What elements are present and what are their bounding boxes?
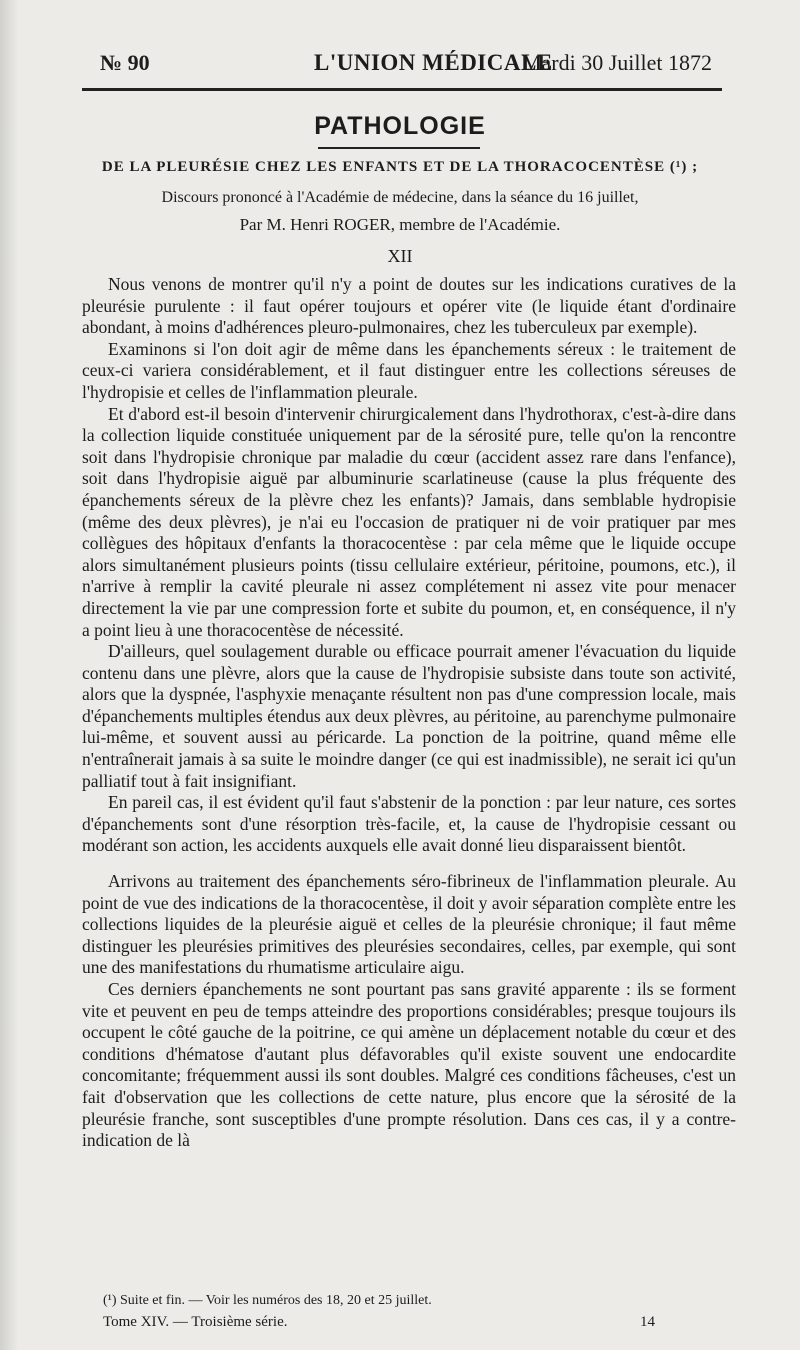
section-title: PATHOLOGIE (314, 112, 486, 140)
section-rule (318, 147, 480, 149)
volume-line: Tome XIV. — Troisième série. (103, 1314, 288, 1330)
header-rule (82, 88, 722, 91)
volume-line-row (103, 1314, 703, 1331)
article-title: DE LA PLEURÉSIE CHEZ LES ENFANTS ET DE LA THORACOCENTÈSE (¹) ; (101, 159, 699, 175)
paragraph: Nous venons de montrer qu'il n'y a point de doutes sur les indications curatives de la pleurésie purulente : il faut opérer toujours et opérer vite (le liquide étant d'ordinaire abondant, à moins d'adhérences pleuro-pulmonaires, chez les tuberculeux par exemple). (82, 274, 736, 338)
paragraph: Ces derniers épanchements ne sont pourtant pas sans gravité apparente : ils se forment vite et peuvent en peu de temps atteindre des proportions considérables; presque toujours ils occupent le côté gauche de la poitrine, ce qui amène un déplacement notable du cœur et des conditions d'hématose d'autant plus défavorables qu'il existe souvent une endocardite concomitante; fréquemment aussi ils sont doubles. Malgré ces conditions fâcheuses, c'est un fait d'observation que les collections de cette nature, plus encore que la sérosité de la pleurésie franche, sont susceptibles d'une prompte résolution. Dans ces cas, il y a contre-indication de là (82, 979, 736, 1151)
paragraph: En pareil cas, il est évident qu'il faut s'abstenir de la ponction : par leur nature, ces sortes d'épanchements sont d'une résorption très-facile, et, la cause de l'hydropisie cessant ou modérant son action, les accidents auxquels elle avait donné lieu disparaissent bientôt. (82, 792, 736, 856)
paragraph: D'ailleurs, quel soulagement durable ou efficace pourrait amener l'évacuation du liquide contenu dans une plèvre, alors que la cause de l'hydropisie subsiste dans toute son activité, alors que la dyspnée, l'asphyxie menaçante résultent non pas d'une compression locale, mais d'épanchements multiples étendus aux deux plèvres, au péritoine, au parenchyme pulmonaire lui-même, et souvent aussi au péricarde. La ponction de la poitrine, quand même elle n'entraînerait jamais à sa suite le moindre danger (ce qui est inadmissible), ne serait ici qu'un palliatif tout à fait insignifiant. (82, 641, 736, 791)
chapter-number: XII (387, 246, 413, 266)
signature-mark: 14 (640, 1314, 655, 1330)
paragraph: Examinons si l'on doit agir de même dans les épanchements séreux : le traitement de ceux-ci variera considérablement, et il faut distinguer entre les collections séreuses de l'hydropisie et celles de l'inflammation pleurale. (82, 338, 736, 402)
article-author: Par M. Henri ROGER, membre de l'Académie. (239, 215, 561, 234)
footnote: (¹) Suite et fin. — Voir les numéros des 18, 20 et 25 juillet. (103, 1293, 432, 1308)
running-header (82, 50, 722, 86)
paragraph: Et d'abord est-il besoin d'intervenir chirurgicalement dans l'hydrothorax, c'est-à-dire dans la collection liquide constituée uniquement par de la sérosité pure, telle qu'on la rencontre soit dans l'hydropisie chronique par maladie du cœur (accident assez rare dans l'enfance), soit dans l'hydropisie aiguë par albuminurie scarlatineuse (cause la plus fréquente des épanchements séreux de la plèvre chez les enfants)? Jamais, dans semblable hydropisie (même des deux plèvres), je n'ai eu l'occasion de pratiquer ni de voir pratiquer par mes collègues des hôpitaux d'enfants la thoracocentèse : par cela même que le liquide occupe alors simultanément plusieurs points (tissu cellulaire extérieur, péritoine, poumons, etc.), il n'arrive à remplir la cavité pleurale ni assez complétement ni assez vite pour menacer directement la vie par une compression forte et subite du poumon, et, en conséquence, il n'y a point lieu à une thoracocentèse de nécessité. (82, 403, 736, 640)
issue-number: № 90 (100, 50, 150, 75)
issue-date: Mardi 30 Juillet 1872 (521, 50, 712, 75)
paragraph: Arrivons au traitement des épanchements séro-fibrineux de l'inflammation pleurale. Au point de vue des indications de la thoracocentèse, il doit y avoir séparation complète entre les collections liquides de la pleurésie aiguë et celles de la pleurésie chronique; il faut même distinguer les pleurésies primitives des pleurésies secondaires, celles, par exemple, qui sont une des manifestations du rhumatisme articulaire aigu. (82, 871, 736, 978)
article-subtitle: Discours prononcé à l'Académie de médecine, dans la séance du 16 juillet, (161, 189, 639, 206)
journal-title: L'UNION MÉDICALE (314, 50, 553, 75)
article-body (82, 274, 736, 1152)
